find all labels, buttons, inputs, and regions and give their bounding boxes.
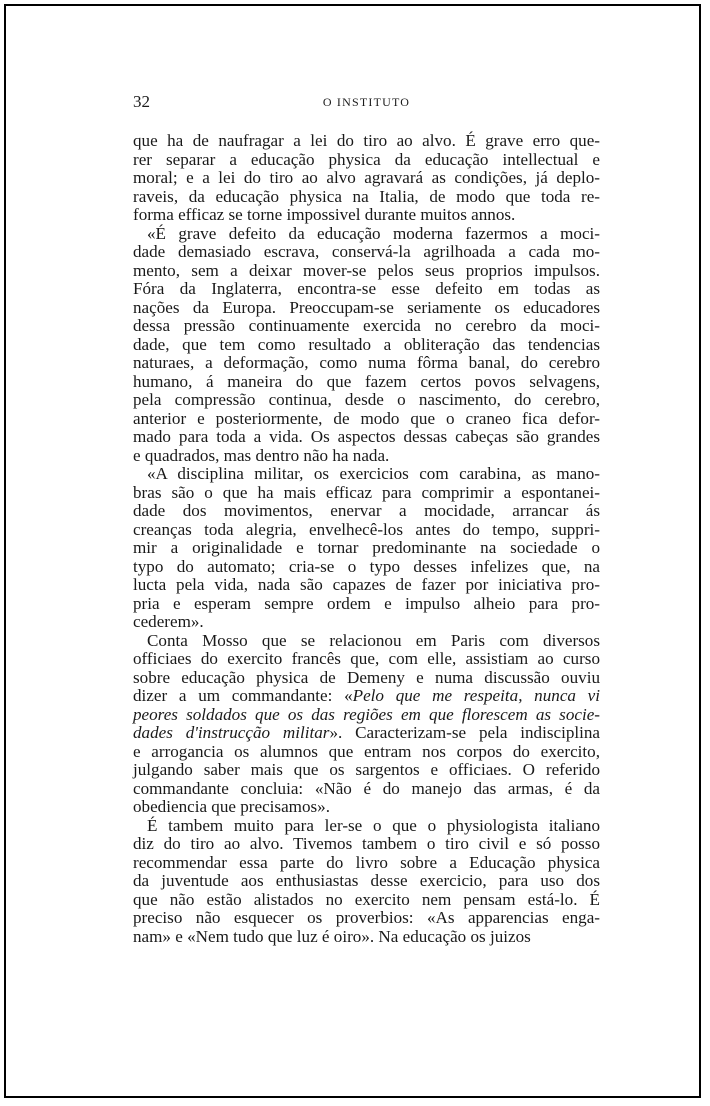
- text-line: [133, 391, 600, 410]
- text-run: «É grave defeito da educação moderna fazermos a moci-: [147, 223, 600, 243]
- text-run: Fóra da Inglaterra, encontra-se esse defeito em todas as: [133, 279, 600, 298]
- text-line: [133, 447, 600, 466]
- paragraph: [133, 817, 600, 947]
- text-run: «A disciplina militar, os exercicios com carabina, as mano-: [147, 464, 600, 483]
- text-line: [133, 780, 600, 799]
- text-line: [133, 539, 600, 558]
- text-line: [133, 336, 600, 355]
- paragraph: [133, 465, 600, 632]
- text-run: forma efficaz se torne impossivel durante muitos annos.: [133, 205, 516, 224]
- text-line: [133, 909, 600, 928]
- text-run: humano, á maneira do que fazem certos povos selvagens,: [133, 371, 600, 391]
- text-run: anterior e posteriormente, de modo que o craneo fica defor-: [133, 408, 600, 428]
- text-run: lucta pela vida, nada são capazes de fazer por iniciativa pro-: [133, 575, 600, 594]
- text-run: dade, que tem como resultado a obliteração das tendencias: [133, 334, 600, 354]
- text-run: mir a originalidade e tornar predominante na sociedade o: [133, 538, 600, 557]
- text-run: sobre educação physica de Demeny e numa discussão ouviu: [133, 667, 600, 687]
- text-run: É tambem muito para ler-se o que o physiologista italiano: [147, 815, 600, 835]
- text-run: dade dos movimentos, enervar a mocidade, arrancar ás: [133, 501, 600, 520]
- text-run: mado para toda a vida. Os aspectos dessas cabeças são grandes: [133, 427, 600, 446]
- text-run: e quadrados, mas dentro não ha nada.: [133, 445, 390, 465]
- text-line: [133, 576, 600, 595]
- text-line: [133, 354, 600, 373]
- text-run: moral; e a lei do tiro ao alvo agravará as condições, já deplo-: [133, 168, 600, 187]
- text-line: [133, 317, 600, 336]
- text-line: [133, 206, 600, 225]
- text-line: [133, 872, 600, 891]
- text-run: diz do tiro ao alvo. Tivemos tambem o tiro civil e só posso: [133, 834, 600, 853]
- text-line: [133, 724, 600, 743]
- text-line: [133, 428, 600, 447]
- text-run: da juventude aos enthusiastas desse exercicio, para uso dos: [133, 871, 600, 890]
- page-header: [133, 92, 600, 112]
- text-line: [133, 243, 600, 262]
- italic-text: peores soldados que os das regiões em que florescem as socie-: [133, 704, 600, 724]
- text-run: naturaes, a deformação, como numa fôrma banal, do cerebro: [133, 353, 600, 372]
- paragraph: [133, 225, 600, 466]
- text-line: [133, 465, 600, 484]
- text-line: [133, 484, 600, 503]
- text-line: [133, 706, 600, 725]
- text-line: [133, 613, 600, 632]
- text-line: [133, 817, 600, 836]
- text-line: [133, 891, 600, 910]
- text-run: pria e esperam sempre ordem e impulso alheio para pro-: [133, 593, 600, 613]
- text-line: [133, 188, 600, 207]
- text-run: julgando saber mais que os sargentos e officiaes. O referido: [133, 760, 600, 779]
- text-line: [133, 595, 600, 614]
- text-line: [133, 521, 600, 540]
- text-line: [133, 743, 600, 762]
- text-line: [133, 632, 600, 651]
- text-run: que ha de naufragar a lei do tiro ao alvo. É grave erro que-: [133, 131, 600, 150]
- text-line: [133, 169, 600, 188]
- text-run: Conta Mosso que se relacionou em Paris com diversos: [147, 630, 600, 650]
- text-line: [133, 687, 600, 706]
- text-line: [133, 835, 600, 854]
- text-run: preciso não esquecer os proverbios: «As apparencias enga-: [133, 908, 600, 927]
- text-run: cederem».: [133, 612, 204, 631]
- text-line: [133, 928, 600, 947]
- text-run: creanças toda alegria, envelhecê-los antes do tempo, suppri-: [133, 519, 600, 539]
- text-run: mento, sem a deixar mover-se pelos seus proprios impulsos.: [133, 260, 600, 280]
- text-run: bras são o que ha mais efficaz para comprimir a espontanei-: [133, 482, 600, 502]
- text-line: [133, 798, 600, 817]
- text-run: officiaes do exercito francês que, com elle, assistiam ao curso: [133, 649, 600, 668]
- text-run: recommendar essa parte do livro sobre a Educação physica: [133, 852, 600, 872]
- text-run: obediencia que precisamos».: [133, 797, 330, 816]
- text-run: dizer a um commandante: «: [133, 686, 353, 705]
- body-text: [133, 132, 600, 946]
- page-number: 32: [133, 92, 150, 111]
- text-line: [133, 502, 600, 521]
- text-line: [133, 761, 600, 780]
- text-line: [133, 669, 600, 688]
- text-run: dessa pressão continuamente exercida no cerebro da moci-: [133, 316, 600, 335]
- text-run: que não estão alistados no exercito nem pensam está-lo. É: [133, 889, 600, 909]
- text-run: pela compressão continua, desde o nascimento, do cerebro,: [133, 390, 600, 409]
- text-run: nações da Europa. Preoccupam-se seriamente os educadores: [133, 297, 600, 317]
- text-run: nam» e «Nem tudo que luz é oiro». Na educação os juizos: [133, 926, 531, 946]
- text-run: typo do automato; cria-se o typo desses infelizes que, na: [133, 556, 600, 576]
- text-run: e arrogancia os alumnos que entram nos corpos do exercito,: [133, 741, 600, 761]
- italic-text: dades d'instrucção militar: [133, 723, 330, 742]
- text-line: [133, 225, 600, 244]
- text-line: [133, 854, 600, 873]
- text-run: raveis, da educação physica na Italia, de modo que toda re-: [133, 186, 600, 206]
- text-line: [133, 280, 600, 299]
- text-run: commandante concluia: «Não é do manejo das armas, é da: [133, 778, 600, 798]
- text-run: ». Caracterizam-se pela indisciplina: [329, 723, 600, 742]
- paragraph: [133, 632, 600, 817]
- text-line: [133, 410, 600, 429]
- text-line: [133, 262, 600, 281]
- text-line: [133, 299, 600, 318]
- italic-text: Pelo que me respeita, nunca vi: [352, 686, 601, 705]
- paragraph: [133, 132, 600, 225]
- text-line: [133, 650, 600, 669]
- text-run: dade demasiado escrava, conservá-la agrilhoada a cada mo-: [133, 242, 600, 261]
- text-line: [133, 132, 600, 151]
- text-line: [133, 151, 600, 170]
- text-line: [133, 558, 600, 577]
- text-run: rer separar a educação physica da educação intellectual e: [133, 149, 600, 169]
- running-title: O INSTITUTO: [322, 95, 411, 109]
- text-line: [133, 373, 600, 392]
